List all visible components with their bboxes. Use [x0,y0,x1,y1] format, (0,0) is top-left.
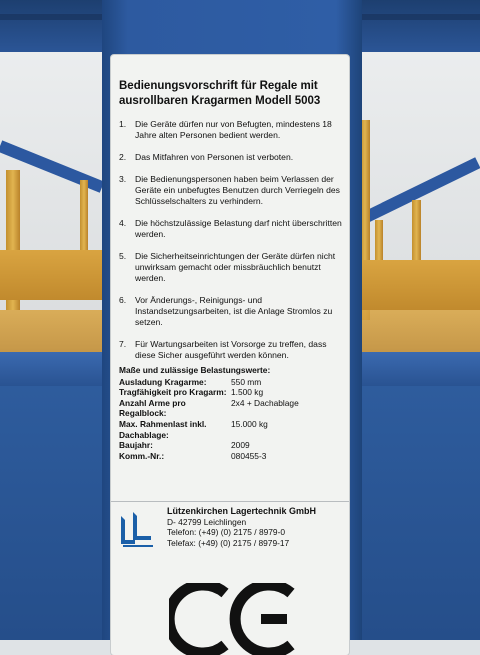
spec-value: 2009 [231,440,250,451]
sign-title-line-1: Bedienungsvorschrift für Regale mit [119,80,318,92]
spec-label: Tragfähigkeit pro Kragarm: [119,387,227,398]
rules-list [119,119,345,372]
sign-divider [111,501,349,502]
rule-text: Für Wartungsarbeiten ist Vorsorge zu treffen, dass diese Sicher ausgeführt werden können. [135,339,327,360]
rule-item [119,174,345,207]
spec-row [119,398,345,419]
rule-text: Die Sicherheitseinrichtungen der Geräte dürfen nicht unwirksam gemacht oder missbräuchlich benutzt werden. [135,251,336,283]
spec-label: Baujahr: [119,440,153,451]
rule-number: 6. [119,295,127,305]
company-phone: Telefon: (+49) (0) 2175 / 8979-0 [167,527,286,538]
wood-plank [0,310,104,354]
rule-number: 5. [119,251,127,261]
spec-row [119,451,345,462]
spec-value: 2x4 + Dachablage [231,397,299,408]
rule-number: 1. [119,119,127,129]
rule-item [119,339,345,361]
rule-number: 7. [119,339,127,349]
sign-title [119,79,345,109]
spec-label: Anzahl Arme pro Regalblock: [119,397,186,419]
rule-number: 3. [119,174,127,184]
wood-plank [360,260,480,310]
company-address: D- 42799 Leichlingen [167,516,247,527]
rule-item [119,152,345,163]
spec-row [119,440,345,451]
rule-item [119,251,345,284]
rule-item [119,218,345,240]
spec-value: 1.500 kg [231,387,264,398]
spec-row [119,387,345,398]
spec-label: Ausladung Kragarme: [119,376,207,387]
spec-row [119,377,345,388]
rule-text: Die höchstzulässige Belastung darf nicht überschritten werden. [135,218,342,239]
rule-text: Die Geräte dürfen nur von Befugten, mindestens 18 Jahre alten Personen bedient werden. [135,119,332,140]
ce-mark-icon [169,583,299,655]
rule-number: 2. [119,152,127,162]
rule-item [119,295,345,328]
rule-number: 4. [119,218,127,228]
instruction-sign [111,55,349,655]
spec-row [119,419,345,440]
specs-heading: Maße und zulässige Belastungswerte: [119,365,271,375]
company-name: Lützenkirchen Lagertechnik GmbH [167,506,317,516]
rule-text: Das Mitfahren von Personen ist verboten. [135,152,294,162]
specs-table [119,365,345,461]
rule-item [119,119,345,141]
sign-title-line-2: ausrollbaren Kragarmen Modell 5003 [119,95,321,107]
spec-label: Komm.-Nr.: [119,450,165,461]
ll-logo-icon [117,510,155,548]
rule-text: Vor Änderungs-, Reinigungs- und Instandsetzungsarbeiten, ist die Anlage Stromlos zu setzen. [135,295,333,327]
company-fax: Telefax: (+49) (0) 2175 / 8979-17 [167,537,290,548]
wood-plank [0,250,104,300]
spec-value: 15.000 kg [231,418,268,429]
company-block [167,506,347,548]
spec-value: 550 mm [231,376,262,387]
spec-label: Max. Rahmenlast inkl. Dachablage: [119,418,207,440]
rule-text: Die Bedienungspersonen haben beim Verlassen der Geräte ein unbefugtes Benutzen durch Verriegeln des Schlüsselschalters zu verhindern. [135,174,340,206]
wood-plank [360,310,480,354]
spec-value: 080455-3 [231,450,267,461]
